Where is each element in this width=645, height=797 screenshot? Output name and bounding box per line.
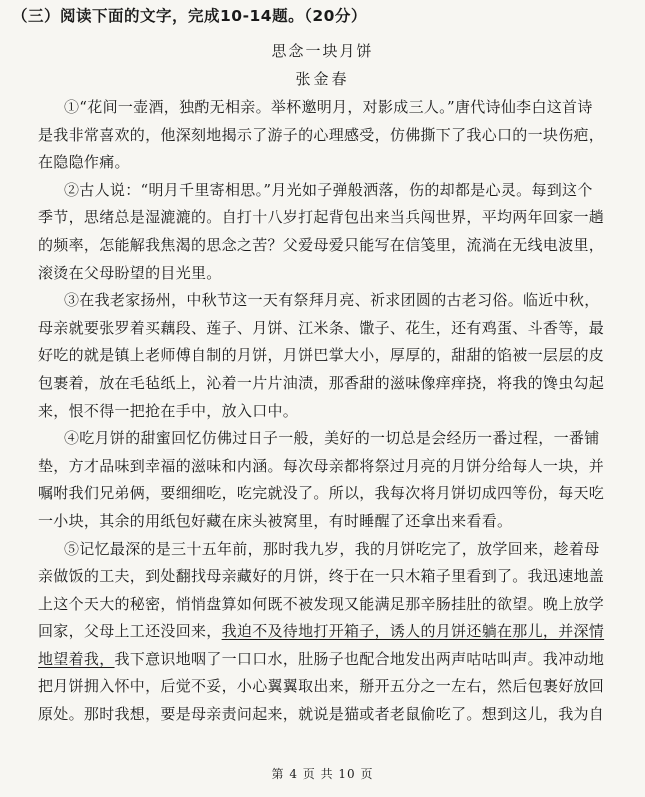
text-line: 原处。那时我想，要是母亲责问起来，就说是猫或者老鼠偷吃了。想到这儿，我为自 <box>38 705 605 724</box>
text-line: 垫，方才品味到幸福的滋味和内涵。每次母亲都将祭过月亮的月饼分给每人一块，并 <box>38 456 605 475</box>
text-line: 是我非常喜欢的，他深刻地揭示了游子的心理感受，仿佛撕下了我心口的一块伤疤， <box>38 125 605 144</box>
text-line: ③在我老家扬州，中秋节这一天有祭拜月亮、祈求团圆的古老习俗。临近中秋， <box>64 291 600 310</box>
text-line: 滚烫在父母盼望的目光里。 <box>38 263 222 282</box>
text-line: 亲做饭的工夫，到处翻找母亲藏好的月饼，终于在一只木箱子里看到了。我迅速地盖 <box>38 567 605 586</box>
text-segment: 回家，父母上工还没回来， <box>38 622 222 641</box>
text-line: 把月饼拥入怀中，后觉不妥，小心翼翼取出来，掰开五分之一左右，然后包裹好放回 <box>38 677 605 696</box>
page-footer: 第 4 页 共 10 页 <box>271 767 374 781</box>
text-line: 包裹着，放在毛毡纸上，沁着一片片油渍，那香甜的滋味像痒痒挠，将我的馋虫勾起 <box>38 373 605 392</box>
text-line: ⑤记忆最深的是三十五年前，那时我九岁，我的月饼吃完了，放学回来，趁着母 <box>64 539 600 558</box>
text-line: 在隐隐作痛。 <box>38 153 130 172</box>
text-line <box>38 618 624 646</box>
underlined-sentence: 地望着我， <box>38 649 115 668</box>
underlined-sentence: 我迫不及待地打开箱子，诱人的月饼还躺在那儿，并深情 <box>221 622 605 641</box>
article-body <box>38 94 624 729</box>
text-line: ①“花间一壶酒，独酌无相亲。举杯邀明月，对影成三人。”唐代诗仙李白这首诗 <box>64 98 593 116</box>
text-line: 季节，思绪总是湿漉漉的。自打十八岁打起背包出来当兵闯世界，平均两年回家一趟 <box>38 208 605 227</box>
text-segment: 我下意识地咽了一口口水，肚肠子也配合地发出两声咕咕叫声。我冲动地 <box>114 649 605 668</box>
text-line <box>38 646 624 674</box>
text-line: ②古人说：“明月千里寄相思。”月光如子弹般洒落，伤的却都是心灵。每到这个 <box>64 180 593 199</box>
text-line: 好吃的就是镇上老师傅自制的月饼，月饼巴掌大小，厚厚的，甜甜的馅被一层层的皮 <box>38 346 605 365</box>
text-line: 一小块，其余的用纸包好藏在床头被窝里，有时睡醒了还拿出来看看。 <box>38 511 513 530</box>
text-line: 上这个天大的秘密，悄悄盘算如何既不被发现又能满足那辛肠挂肚的欲望。晚上放学 <box>38 594 605 613</box>
article-author: 张金春 <box>295 70 350 88</box>
text-line: 嘱咐我们兄弟俩，要细细吃，吃完就没了。所以，我每次将月饼切成四等份，每天吃 <box>38 484 605 503</box>
text-line: 来，恨不得一把抢在手中，放入口中。 <box>38 401 299 420</box>
section-heading: （三）阅读下面的文字，完成10-14题。（20分） <box>12 7 367 25</box>
text-line: 的频率，怎能解我焦渴的思念之苦？父爱母爱只能写在信笺里，流淌在无线电波里， <box>38 235 605 254</box>
text-line: 母亲就要张罗着买藕段、莲子、月饼、江米条、馓子、花生，还有鸡蛋、斗香等，最 <box>38 318 605 337</box>
article-title: 思念一块月饼 <box>271 42 374 60</box>
text-line: ④吃月饼的甜蜜回忆仿佛过日子一般，美好的一切总是会经历一番过程，一番铺 <box>64 429 600 448</box>
